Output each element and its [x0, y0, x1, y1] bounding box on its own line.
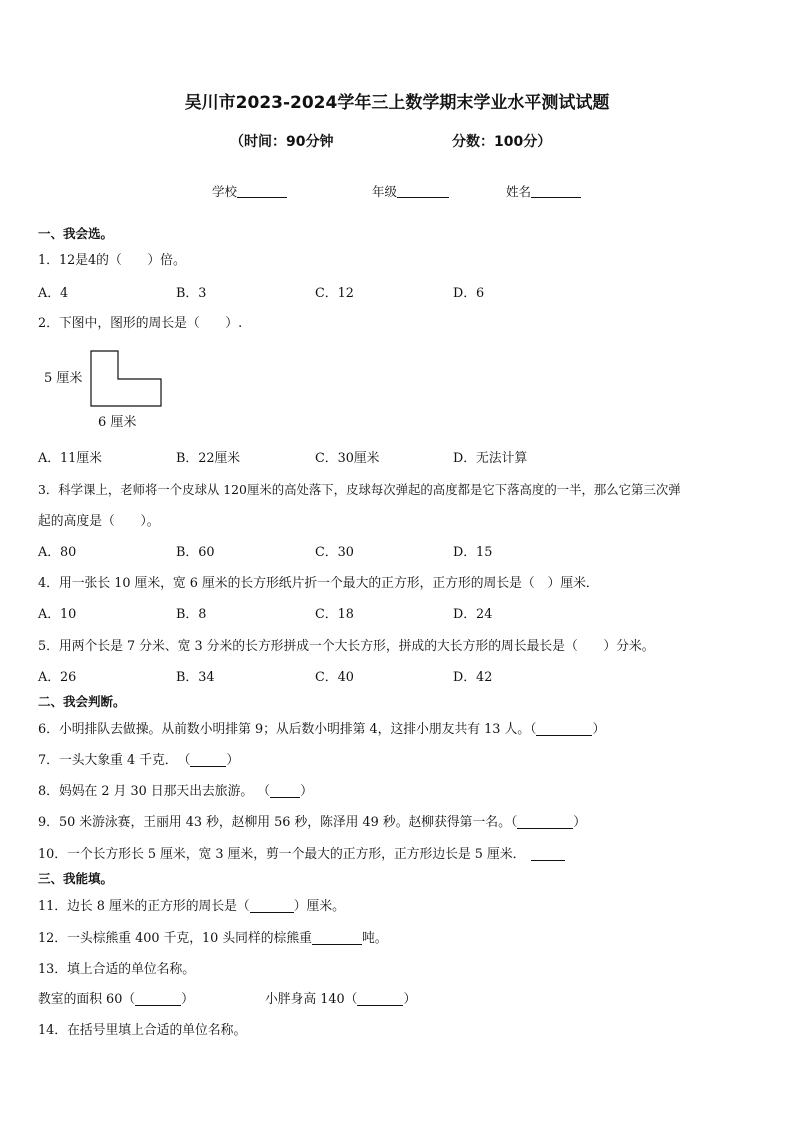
- school-blank[interactable]: [237, 185, 287, 198]
- q9-end: ）: [573, 815, 587, 830]
- figure-width-label: 6 厘米: [98, 415, 137, 430]
- q4-option-c[interactable]: C．18: [315, 607, 354, 622]
- exam-score: 分数：100分）: [452, 134, 552, 150]
- q7-answer-blank[interactable]: [190, 753, 226, 767]
- l-shape-outline: [91, 351, 161, 406]
- question-6: [38, 718, 605, 737]
- name-blank[interactable]: [531, 185, 581, 198]
- q13-a-end: ）: [181, 992, 194, 1007]
- q13-a-text: 教室的面积 60（: [38, 992, 136, 1007]
- q13-b-answer-blank[interactable]: [357, 992, 403, 1006]
- grade-field: [372, 182, 449, 200]
- question-8: [38, 780, 313, 799]
- q3-option-d[interactable]: D．15: [453, 545, 493, 560]
- q2-option-b[interactable]: B．22厘米: [176, 451, 241, 466]
- q8-text: 8．妈妈在 2 月 30 日那天出去旅游。 （: [38, 784, 271, 799]
- question-2: 2．下图中，图形的周长是（ ）.: [38, 316, 243, 331]
- q1-option-c[interactable]: C．12: [315, 286, 354, 301]
- q1-option-b[interactable]: B．3: [176, 286, 207, 301]
- q11-end: ）厘米。: [293, 899, 345, 914]
- q4-option-d[interactable]: D．24: [453, 607, 493, 622]
- q5-option-b[interactable]: B．34: [176, 670, 215, 685]
- question-3-line-2: 起的高度是（ ）。: [38, 514, 160, 529]
- question-9: [38, 811, 586, 830]
- q10-answer-blank[interactable]: [531, 847, 565, 861]
- q12-answer-blank[interactable]: [312, 931, 362, 945]
- exam-time: （时间：90分钟: [230, 134, 334, 150]
- question-14: 14．在括号里填上合适的单位名称。: [38, 1023, 247, 1038]
- school-label: 学校: [212, 184, 238, 199]
- name-field: [506, 182, 581, 200]
- q13-b-text: 小胖身高 140（: [265, 992, 358, 1007]
- question-10: [38, 843, 565, 862]
- q5-option-a[interactable]: A．26: [38, 670, 77, 685]
- name-label: 姓名: [506, 184, 532, 199]
- q9-answer-blank[interactable]: [517, 815, 573, 829]
- q13-a-answer-blank[interactable]: [135, 992, 181, 1006]
- figure-height-label: 5 厘米: [44, 371, 83, 386]
- page-title: 吴川市2023-2024学年三上数学期末学业水平测试试题: [184, 93, 610, 113]
- q3-option-c[interactable]: C．30: [315, 545, 354, 560]
- q8-end: ）: [300, 784, 313, 799]
- q7-text: 7．一头大象重 4 千克． （: [38, 753, 191, 768]
- question-5: 5．用两个长是 7 分米、宽 3 分米的长方形拼成一个大长方形，拼成的大长方形的周长最长是（ ）分米。: [38, 639, 655, 654]
- school-field: [212, 182, 287, 200]
- q4-option-b[interactable]: B．8: [176, 607, 207, 622]
- q5-option-c[interactable]: C．40: [315, 670, 354, 685]
- question-1: 1．12是4的（ ）倍。: [38, 253, 186, 268]
- question-11: [38, 895, 345, 914]
- question-12: [38, 927, 388, 946]
- grade-blank[interactable]: [397, 185, 449, 198]
- q5-option-d[interactable]: D．42: [453, 670, 493, 685]
- q6-end: ）: [592, 722, 606, 737]
- q4-option-a[interactable]: A．10: [38, 607, 77, 622]
- q6-text: 6．小明排队去做操。从前数小明排第 9；从后数小明排第 4，这排小朋友共有 13 人。（: [38, 722, 537, 737]
- question-13: 13．填上合适的单位名称。: [38, 962, 196, 977]
- q6-answer-blank[interactable]: [536, 722, 592, 736]
- question-7: [38, 749, 239, 768]
- q12-end: 吨。: [361, 931, 388, 946]
- l-shape-figure: [38, 342, 178, 434]
- q7-end: ）: [226, 753, 240, 768]
- q11-text: 11．边长 8 厘米的正方形的周长是（: [38, 899, 250, 914]
- q2-option-a[interactable]: A．11厘米: [38, 451, 102, 466]
- q1-option-a[interactable]: A．4: [38, 286, 69, 301]
- q8-answer-blank[interactable]: [270, 784, 300, 798]
- q9-text: 9．50 米游泳赛，王丽用 43 秒，赵柳用 56 秒，陈泽用 49 秒。赵柳获得第一名。（: [38, 815, 518, 830]
- grade-label: 年级: [372, 184, 398, 199]
- q12-text: 12．一头棕熊重 400 千克，10 头同样的棕熊重: [38, 931, 312, 946]
- q13-part-a: [38, 988, 194, 1007]
- q3-option-a[interactable]: A．80: [38, 545, 77, 560]
- section-heading-judge: 二、我会判断。: [38, 694, 126, 709]
- q2-option-c[interactable]: C．30厘米: [315, 451, 380, 466]
- section-heading-fill: 三、我能填。: [38, 871, 114, 886]
- q2-option-d[interactable]: D．无法计算: [453, 451, 528, 466]
- q13-part-b: [265, 988, 416, 1007]
- section-heading-choose: 一、我会选。: [38, 226, 114, 241]
- question-4: 4．用一张长 10 厘米，宽 6 厘米的长方形纸片折一个最大的正方形，正方形的周长是（ ）厘米．: [38, 576, 599, 591]
- q3-option-b[interactable]: B．60: [176, 545, 215, 560]
- question-3-line-1: 3．科学课上，老师将一个皮球从 120厘米的高处落下，皮球每次弹起的高度都是它下落高度的一半，那么它第三次弹: [38, 482, 681, 497]
- q10-text: 10．一个长方形长 5 厘米，宽 3 厘米，剪一个最大的正方形，正方形边长是 5 厘米．: [38, 847, 526, 862]
- q11-answer-blank[interactable]: [250, 899, 294, 913]
- q1-option-d[interactable]: D．6: [453, 286, 485, 301]
- q13-b-end: ）: [403, 992, 417, 1007]
